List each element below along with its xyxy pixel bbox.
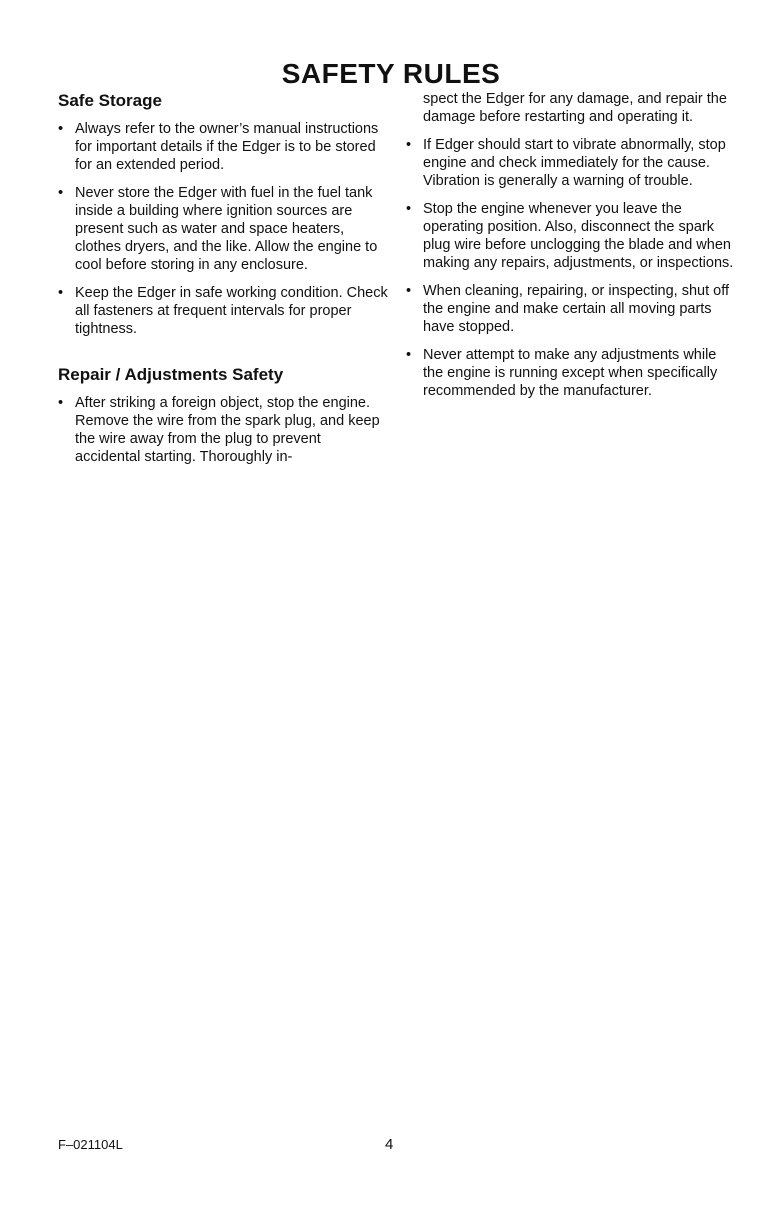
document-code: F–021104L bbox=[58, 1137, 123, 1152]
bullet-icon: • bbox=[406, 347, 412, 363]
list-item bbox=[406, 282, 736, 336]
list-item-text: Never store the Edger with fuel in the fuel tank inside a building where ignition sources are present such as water and space heaters, clothes dryers, and the like. Allow the engine to cool before storing in any enclosure. bbox=[75, 185, 378, 273]
bullet-icon: • bbox=[58, 395, 64, 411]
list-item bbox=[58, 184, 388, 274]
list-item-text: If Edger should start to vibrate abnormally, stop engine and check immediately for the cause. Vibration is generally a warning of trouble. bbox=[423, 137, 726, 189]
list-item bbox=[406, 346, 736, 400]
repair-safety-list bbox=[58, 394, 388, 466]
list-item-text: Stop the engine whenever you leave the operating position. Also, disconnect the spark plug wire before unclogging the blade and when making any repairs, adjustments, or inspections. bbox=[423, 201, 734, 271]
page-number: 4 bbox=[385, 1136, 394, 1153]
list-item-text: Keep the Edger in safe working condition. Check all fasteners at frequent intervals for proper tightness. bbox=[75, 285, 388, 337]
bullet-icon: • bbox=[406, 201, 412, 217]
list-item-text: Never attempt to make any adjustments while the engine is running except when specifically recommended by the manufacturer. bbox=[423, 347, 718, 399]
list-item-text: When cleaning, repairing, or inspecting, shut off the engine and make certain all moving parts have stopped. bbox=[423, 283, 730, 335]
bullet-icon: • bbox=[58, 121, 64, 137]
bullet-icon: • bbox=[58, 185, 64, 201]
bullet-icon: • bbox=[406, 283, 412, 299]
list-item bbox=[406, 136, 736, 190]
continued-text: spect the Edger for any damage, and repair the damage before restarting and operating it. bbox=[423, 91, 727, 125]
safe-storage-list bbox=[58, 120, 388, 338]
list-item bbox=[58, 120, 388, 174]
list-item bbox=[406, 200, 736, 272]
repair-safety-list-continued bbox=[406, 136, 736, 400]
right-column bbox=[406, 90, 736, 410]
list-item bbox=[58, 394, 388, 466]
list-item bbox=[58, 284, 388, 338]
bullet-icon: • bbox=[406, 137, 412, 153]
bullet-icon: • bbox=[58, 285, 64, 301]
list-item-text: Always refer to the owner’s manual instructions for important details if the Edger is to be stored for an extended period. bbox=[75, 121, 379, 173]
repair-safety-heading: Repair / Adjustments Safety bbox=[58, 365, 284, 384]
list-item-text: After striking a foreign object, stop the engine. Remove the wire from the spark plug, and keep the wire away from the plug to prevent accidental starting. Thoroughly in- bbox=[75, 395, 380, 465]
safe-storage-heading: Safe Storage bbox=[58, 91, 162, 110]
left-column bbox=[58, 90, 388, 476]
page-title: SAFETY RULES bbox=[281, 58, 501, 89]
